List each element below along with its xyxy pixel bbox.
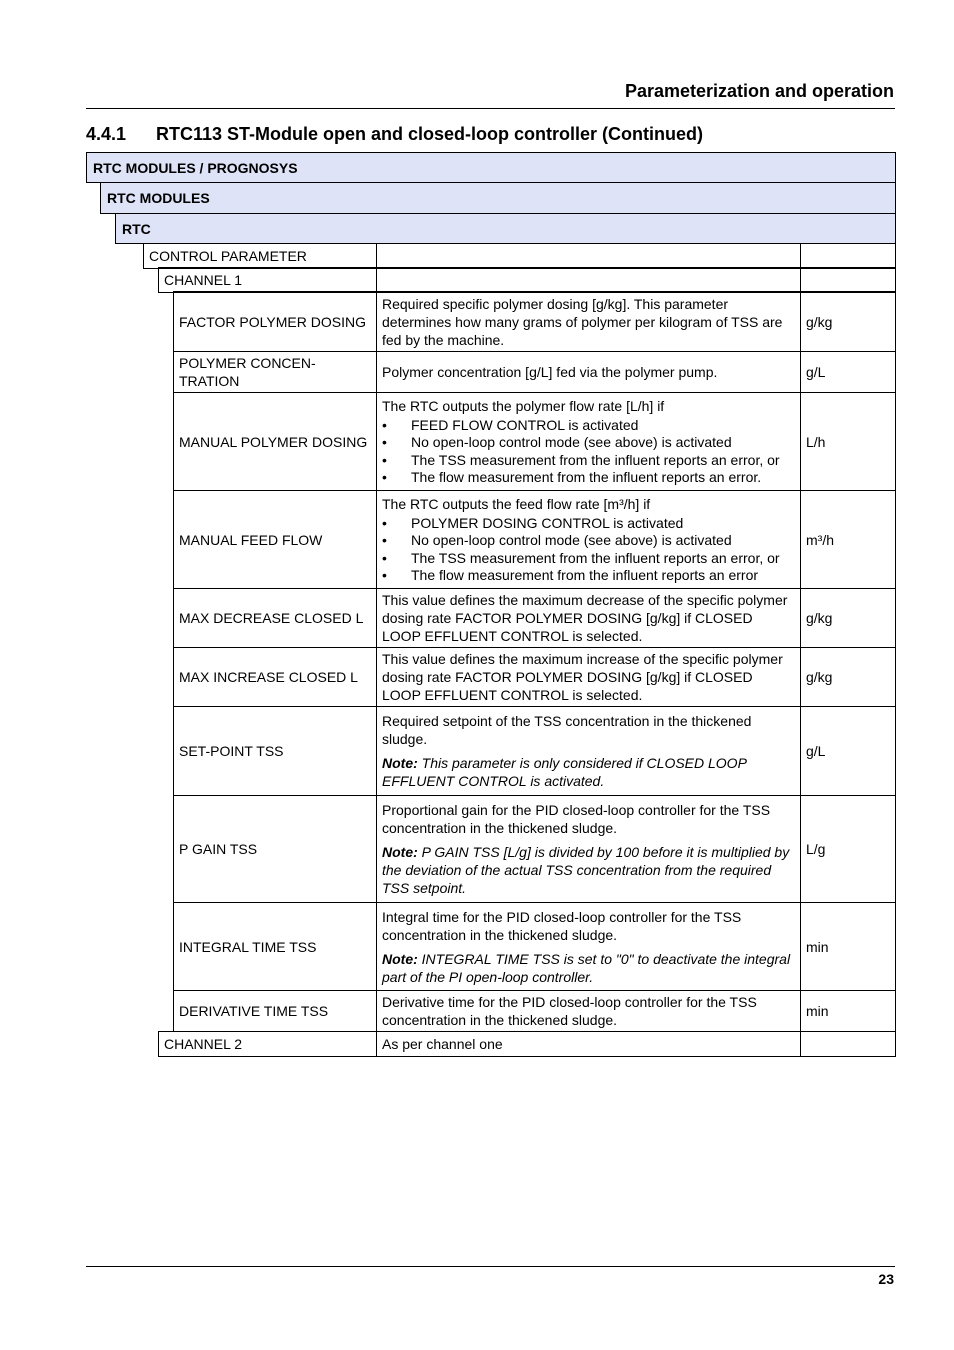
table-row: [174, 796, 896, 903]
list-item: • POLYMER DOSING CONTROL is activated: [382, 515, 795, 533]
param-name: MANUAL FEED FLOW: [174, 491, 377, 589]
control-parameter-label: CONTROL PARAMETER: [144, 244, 377, 269]
empty-cell: [801, 1032, 896, 1057]
note-label: Note:: [382, 950, 418, 967]
empty-cell: [801, 268, 896, 293]
section-number: 4.4.1: [86, 124, 127, 144]
param-intro: The RTC outputs the feed flow rate [m³/h] if: [382, 495, 651, 512]
param-desc: [377, 903, 801, 991]
param-desc: Derivative time for the PID closed-loop controller for the TSS concentration in the thickened sludge.: [377, 991, 801, 1032]
param-note: [382, 843, 795, 897]
note-text: P GAIN TSS [L/g] is divided by 100 before it is multiplied by the deviation of the actual TSS concentration from the required TSS setpoint.: [382, 844, 790, 896]
param-desc-text: Integral time for the PID closed-loop controller for the TSS concentration in the thickened sludge.: [382, 908, 742, 943]
channel1-label: CHANNEL 1: [159, 268, 377, 293]
table-row: [174, 491, 896, 589]
param-name: POLYMER CONCEN-TRATION: [174, 352, 377, 393]
param-desc: [377, 707, 801, 796]
table-row: [174, 393, 896, 491]
empty-cell: [377, 268, 801, 293]
channel2-table: [158, 1031, 896, 1057]
header-title: Parameterization and operation: [624, 81, 894, 101]
param-unit: min: [801, 991, 896, 1032]
param-name: FACTOR POLYMER DOSING: [174, 292, 377, 352]
note-text: This parameter is only considered if CLOSED LOOP EFFLUENT CONTROL is activated.: [382, 755, 747, 789]
channel2-desc: As per channel one: [377, 1032, 801, 1057]
param-name: SET-POINT TSS: [174, 707, 377, 796]
param-name: MAX DECREASE CLOSED L: [174, 589, 377, 648]
param-unit: min: [801, 903, 896, 991]
param-unit: g/kg: [801, 292, 896, 352]
list-item: • The TSS measurement from the influent reports an error, or: [382, 550, 795, 568]
param-desc: Polymer concentration [g/L] fed via the polymer pump.: [377, 352, 801, 393]
menu-level-3: RTC: [115, 213, 896, 244]
list-item: • The flow measurement from the influent reports an error: [382, 567, 795, 585]
parameter-table: [173, 291, 896, 1032]
param-desc: This value defines the maximum increase of the specific polymer dosing rate FACTOR POLYMER DOSING [g/kg] if CLOSED LOOP EFFLUENT CONTROL is selected.: [377, 648, 801, 707]
channel2-label: CHANNEL 2: [159, 1032, 377, 1057]
channel1-table: [158, 267, 896, 293]
section-heading: [86, 124, 703, 145]
param-unit: L/g: [801, 796, 896, 903]
param-unit: L/h: [801, 393, 896, 491]
param-desc-text: Required setpoint of the TSS concentration in the thickened sludge.: [382, 713, 752, 747]
param-note: [382, 950, 795, 986]
param-desc: [377, 393, 801, 491]
param-desc-text: Proportional gain for the PID closed-loop controller for the TSS concentration in the thickened sludge.: [382, 802, 771, 836]
menu-level-1: RTC MODULES / PROGNOSYS: [86, 152, 896, 183]
param-desc: [377, 491, 801, 589]
param-unit: g/L: [801, 352, 896, 393]
param-note: [382, 754, 795, 790]
list-item: • No open-loop control mode (see above) is activated: [382, 434, 795, 452]
param-name: INTEGRAL TIME TSS: [174, 903, 377, 991]
table-row: [174, 903, 896, 991]
bullet-list: [382, 417, 795, 487]
note-text: INTEGRAL TIME TSS is set to "0" to deactivate the integral part of the PI open-loop controller.: [382, 950, 791, 985]
table-row: [174, 991, 896, 1032]
param-unit: g/L: [801, 707, 896, 796]
table-row: [174, 292, 896, 352]
section-title: RTC113 ST-Module open and closed-loop controller (Continued): [156, 124, 704, 144]
param-name: MAX INCREASE CLOSED L: [174, 648, 377, 707]
param-name: P GAIN TSS: [174, 796, 377, 903]
menu-level-2: RTC MODULES: [100, 182, 896, 214]
note-label: Note:: [382, 844, 418, 860]
table-row: [174, 352, 896, 393]
list-item: • The TSS measurement from the influent reports an error, or: [382, 452, 795, 470]
empty-cell: [801, 244, 896, 269]
table-row: [174, 589, 896, 648]
empty-cell: [377, 244, 801, 269]
table-row: [174, 648, 896, 707]
param-desc: This value defines the maximum decrease of the specific polymer dosing rate FACTOR POLYMER DOSING [g/kg] if CLOSED LOOP EFFLUENT CONTROL is selected.: [377, 589, 801, 648]
header-rule: [86, 108, 895, 109]
control-parameter-table: [143, 243, 896, 269]
bullet-list: [382, 515, 795, 585]
param-intro: The RTC outputs the polymer flow rate [L/h] if: [382, 397, 665, 414]
note-label: Note:: [382, 755, 418, 771]
table-row: [174, 707, 896, 796]
param-desc: [377, 796, 801, 903]
list-item: • No open-loop control mode (see above) is activated: [382, 532, 795, 550]
param-desc: Required specific polymer dosing [g/kg]. This parameter determines how many grams of polymer per kilogram of TSS are fed by the machine.: [377, 292, 801, 352]
param-name: DERIVATIVE TIME TSS: [174, 991, 377, 1032]
page-number: 23: [878, 1271, 894, 1287]
list-item: • The flow measurement from the influent reports an error.: [382, 469, 795, 487]
param-name: MANUAL POLYMER DOSING: [174, 393, 377, 491]
footer-rule: [86, 1266, 895, 1267]
param-unit: g/kg: [801, 589, 896, 648]
param-unit: m³/h: [801, 491, 896, 589]
list-item: • FEED FLOW CONTROL is activated: [382, 417, 795, 435]
param-unit: g/kg: [801, 648, 896, 707]
